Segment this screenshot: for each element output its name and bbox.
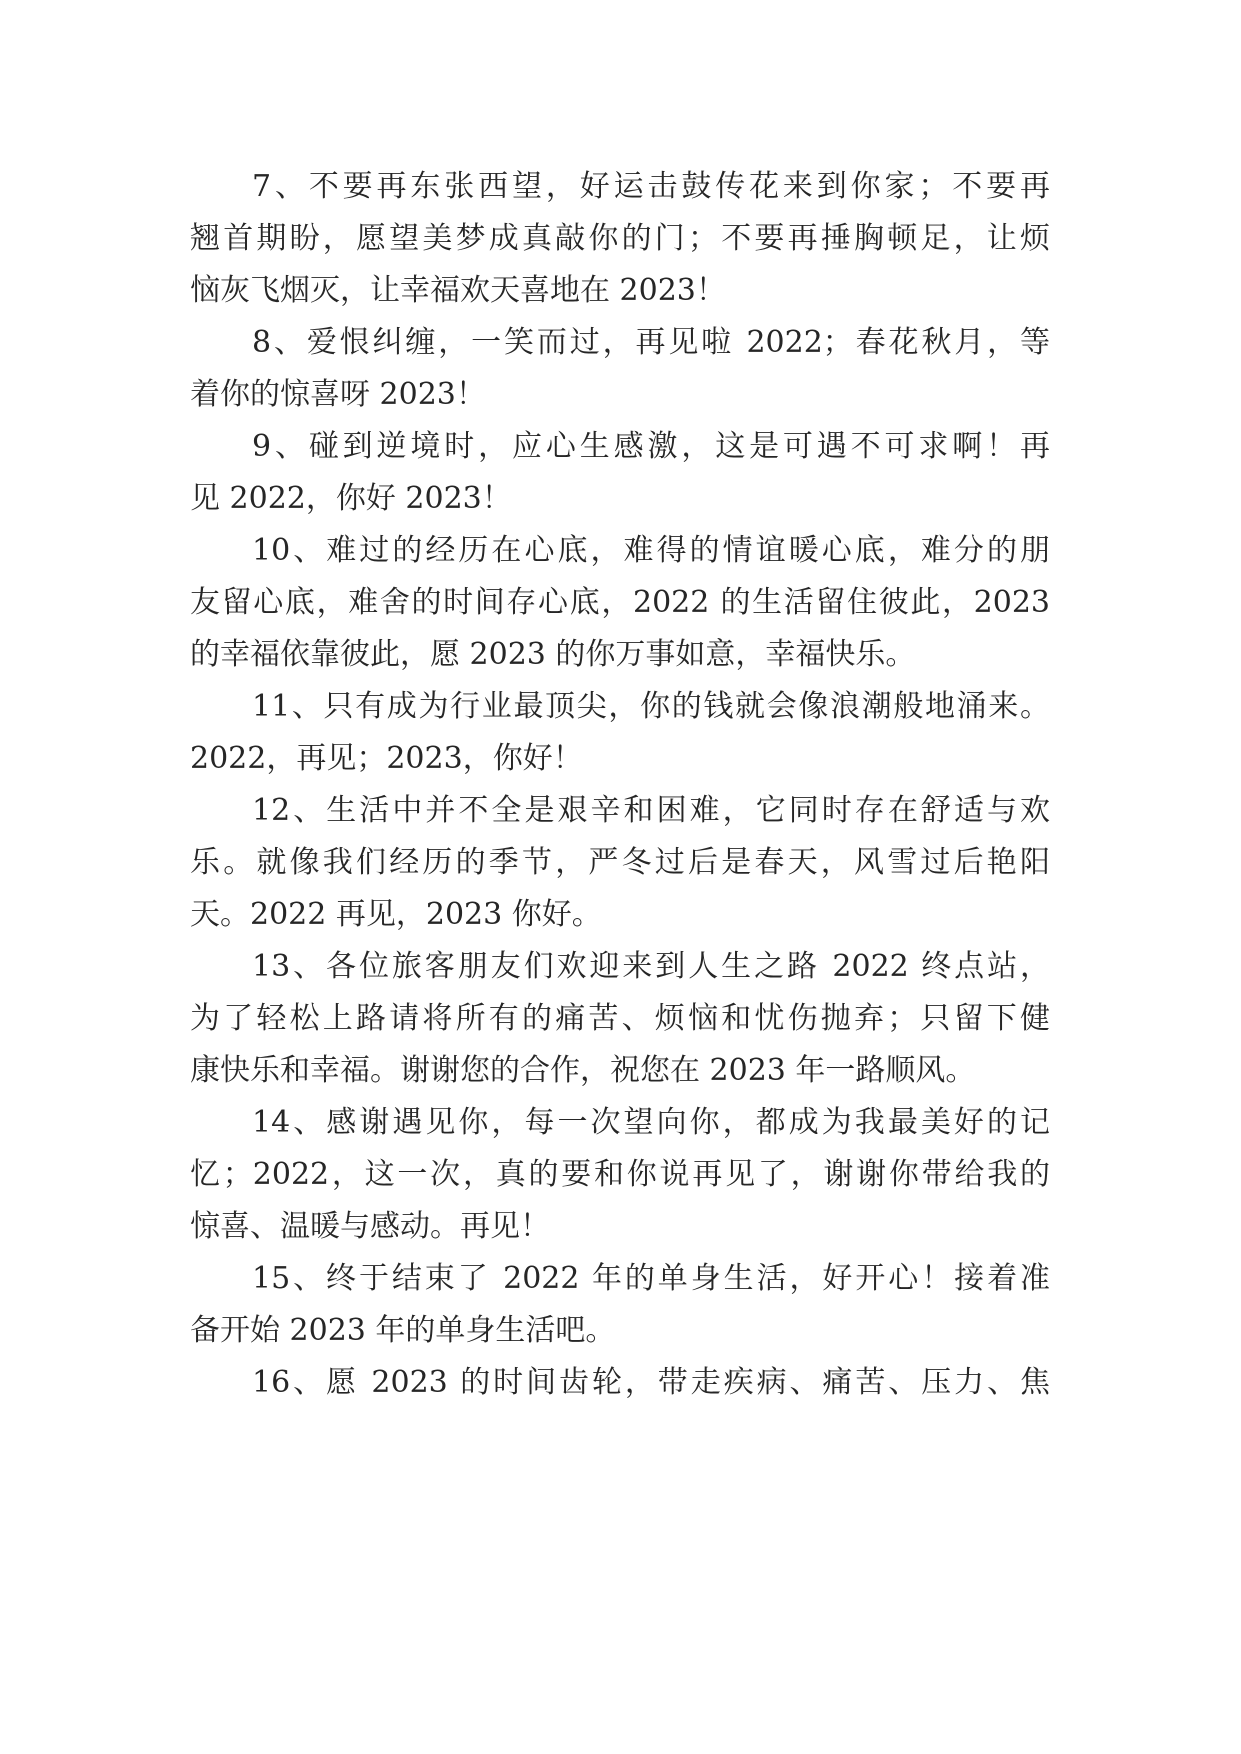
text-line: 11、只有成为行业最顶尖，你的钱就会像浪潮般地涌来。	[252, 689, 1050, 724]
text-line: 的幸福依靠彼此，愿 2023 的你万事如意，幸福快乐。	[190, 637, 916, 672]
text-line: 惊喜、温暖与感动。再见！	[190, 1209, 550, 1244]
text-line: 10、难过的经历在心底，难得的情谊暖心底，难分的朋	[252, 533, 1050, 568]
text-line: 16、愿 2023 的时间齿轮，带走疾病、痛苦、压力、焦	[252, 1365, 1050, 1400]
text-line: 翘首期盼，愿望美梦成真敲你的门；不要再捶胸顿足，让烦	[190, 221, 1050, 256]
text-line: 8、爱恨纠缠，一笑而过，再见啦 2022；春花秋月，等	[252, 325, 1050, 360]
text-line: 7、不要再东张西望，好运击鼓传花来到你家；不要再	[252, 169, 1050, 204]
text-line: 天。2022 再见，2023 你好。	[190, 897, 602, 932]
text-line: 备开始 2023 年的单身生活吧。	[190, 1313, 616, 1348]
text-line: 13、各位旅客朋友们欢迎来到人生之路 2022 终点站，	[252, 949, 1050, 984]
text-line: 乐。就像我们经历的季节，严冬过后是春天，风雪过后艳阳	[190, 845, 1050, 880]
text-line: 为了轻松上路请将所有的痛苦、烦恼和忧伤抛弃；只留下健	[190, 1001, 1050, 1036]
text-line: 见 2022，你好 2023！	[190, 481, 512, 516]
text-line: 2022，再见；2023，你好！	[190, 741, 583, 776]
text-line: 着你的惊喜呀 2023！	[190, 377, 486, 412]
text-line: 恼灰飞烟灭，让幸福欢天喜地在 2023！	[190, 273, 726, 308]
text-line: 忆；2022，这一次，真的要和你说再见了，谢谢你带给我的	[190, 1157, 1050, 1192]
text-line: 康快乐和幸福。谢谢您的合作，祝您在 2023 年一路顺风。	[190, 1053, 976, 1088]
text-line: 15、终于结束了 2022 年的单身生活，好开心！接着准	[252, 1261, 1050, 1296]
text-line: 9、碰到逆境时，应心生感激，这是可遇不可求啊！再	[252, 429, 1050, 464]
text-line: 12、生活中并不全是艰辛和困难，它同时存在舒适与欢	[252, 793, 1050, 828]
text-line: 友留心底，难舍的时间存心底，2022 的生活留住彼此，2023	[190, 585, 1050, 620]
text-line: 14、感谢遇见你，每一次望向你，都成为我最美好的记	[252, 1105, 1050, 1140]
